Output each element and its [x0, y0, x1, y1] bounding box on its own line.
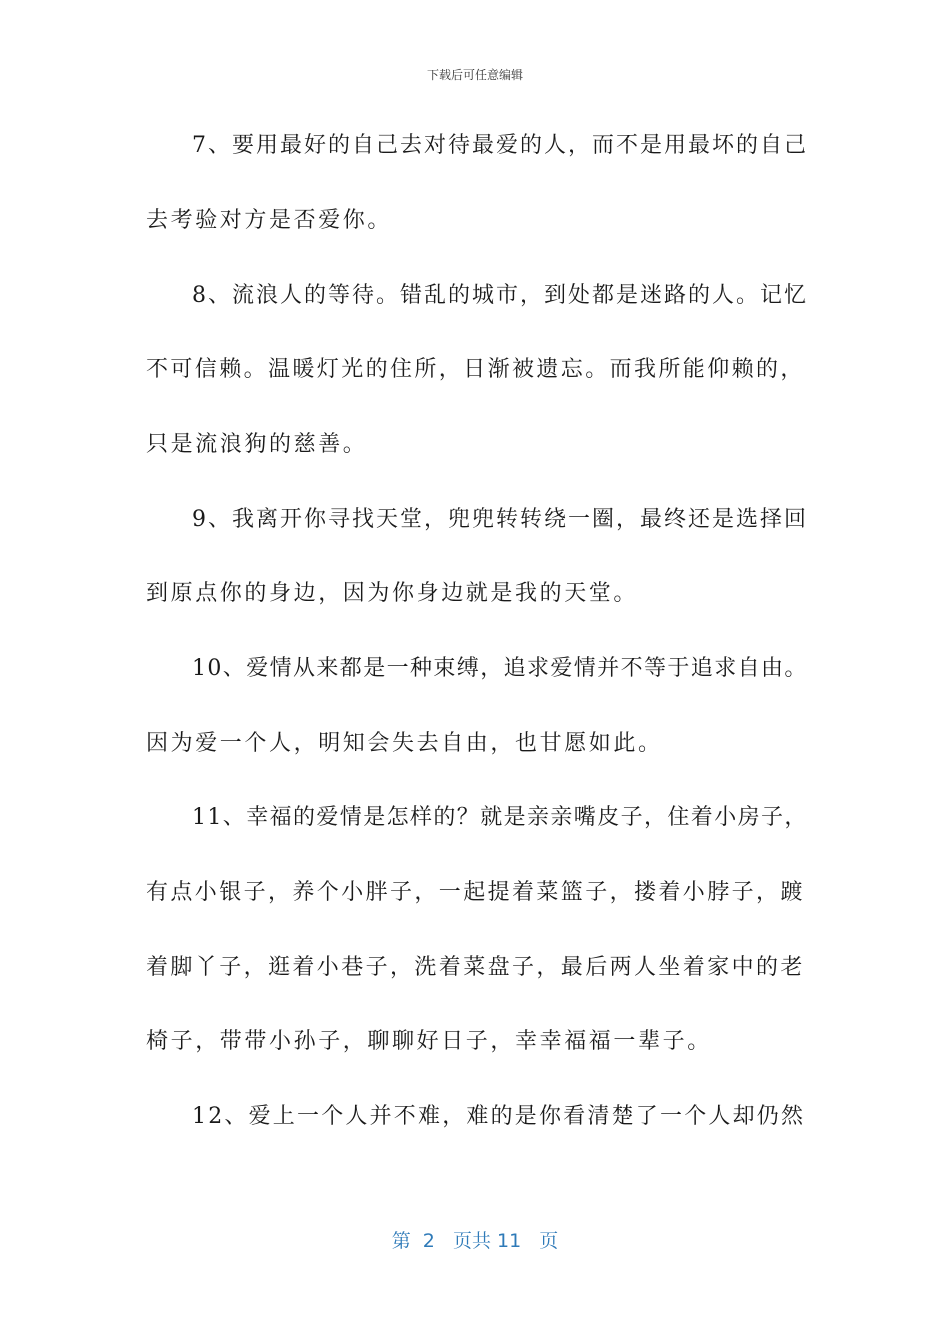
paragraph-9-line-1: 9、我离开你寻找天堂，兜兜转转绕一圈，最终还是选择回: [192, 507, 808, 532]
paragraph-8-line-1: 8、流浪人的等待。错乱的城市，到处都是迷路的人。记忆: [192, 283, 808, 308]
paragraph-10-line-1: 10、爱情从来都是一种束缚，追求爱情并不等于追求自由。: [192, 656, 808, 681]
paragraph-11-line-3: 着脚丫子，逛着小巷子，洗着菜盘子，最后两人坐着家中的老: [146, 955, 805, 980]
page-header: 下载后可任意编辑: [426, 68, 523, 82]
paragraph-12-line-1: 12、爱上一个人并不难，难的是你看清楚了一个人却仍然: [192, 1104, 806, 1129]
paragraph-10-line-2: 因为爱一个人，明知会失去自由，也甘愿如此。: [146, 731, 663, 756]
paragraph-8-line-2: 不可信赖。温暖灯光的住所，日渐被遗忘。而我所能仰赖的，: [146, 357, 805, 382]
paragraph-11-line-4: 椅子，带带小孙子，聊聊好日子，幸幸福福一辈子。: [146, 1029, 712, 1054]
paragraph-8-line-3: 只是流浪狗的慈善。: [146, 432, 368, 457]
paragraph-11-line-2: 有点小银子，养个小胖子，一起提着菜篮子，搂着小脖子，踱: [146, 880, 805, 905]
paragraph-7-line-1: 7、要用最好的自己去对待最爱的人，而不是用最坏的自己: [192, 133, 808, 158]
page-number-footer: 第 2 页共 11 页: [391, 1230, 559, 1252]
paragraph-11-line-1: 11、幸福的爱情是怎样的？就是亲亲嘴皮子，住着小房子，: [192, 805, 808, 830]
paragraph-7-line-2: 去考验对方是否爱你。: [146, 208, 393, 233]
paragraph-9-line-2: 到原点你的身边，因为你身边就是我的天堂。: [146, 581, 639, 606]
